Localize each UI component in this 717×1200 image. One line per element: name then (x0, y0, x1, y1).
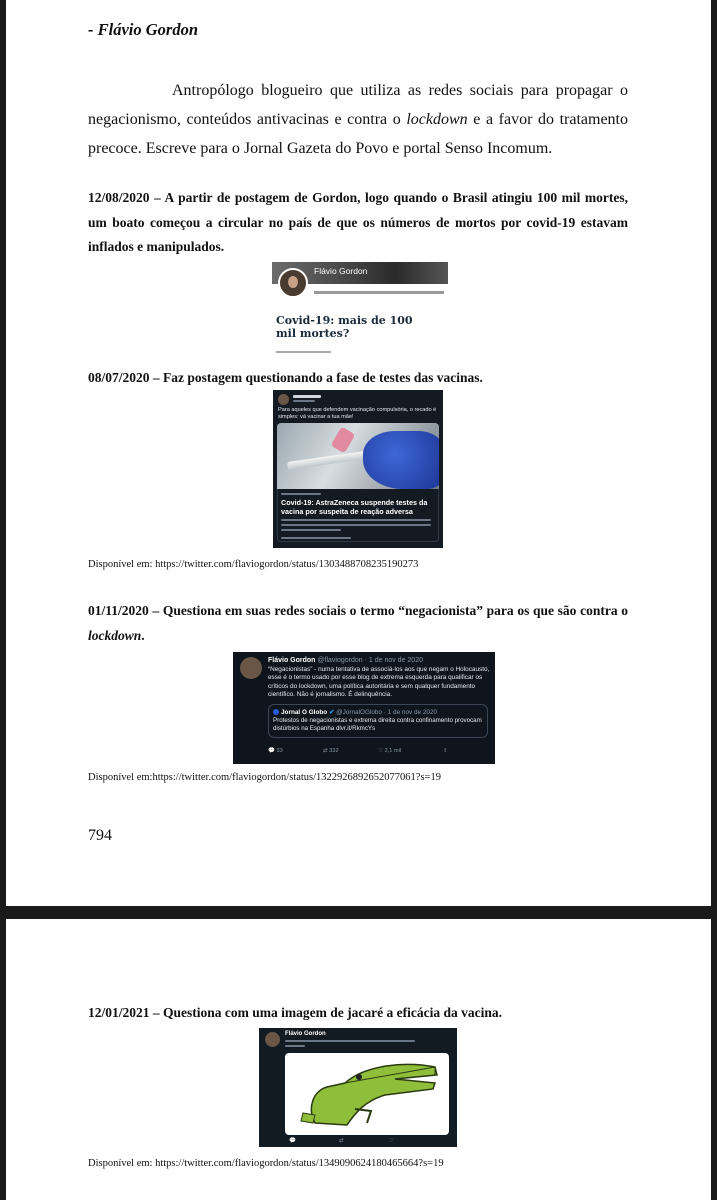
byline-line (276, 351, 331, 353)
entry-paragraph: 01/11/2020 – Questiona em suas redes sociais o termo “negacionista” para os que são contra o lockdown. (88, 603, 628, 643)
card-title: Covid-19: AstraZeneca suspende testes da vacina por suspeita de reação adversa (281, 498, 428, 516)
avatar (278, 394, 289, 405)
tweet-screenshot: Flávio Gordon 💬 ⇄ ♡ (259, 1028, 457, 1147)
reply-count: 💬 33 (268, 748, 283, 754)
share-icon: ⇪ (443, 748, 448, 754)
blog-screenshot (272, 262, 448, 362)
reply-icon: 💬 (289, 1138, 296, 1144)
tweet-screenshot (273, 390, 443, 548)
alligator-icon (285, 1053, 449, 1135)
banner-subtitle-line (314, 291, 444, 294)
link-card (277, 489, 439, 542)
entry-paragraph: 12/01/2021 – Questiona com uma imagem de jacaré a eficácia da vacina. (88, 1005, 502, 1020)
vaccine-photo (277, 423, 439, 489)
like-icon: ♡ (389, 1138, 395, 1144)
tweet-text: Para aqueles que defendem vacinação compulsória, o recado é simples: vá vacinar a tua mãe! (278, 407, 437, 420)
author-bio: Antropólogo blogueiro que utiliza as redes sociais para propagar o negacionismo, conteúdos antivacinas e contra o lockdown e a favor do tratamento precoce. Escreve para o Jornal Gazeta do Povo e portal Senso Incomum. (88, 82, 629, 157)
entry-paragraph: 08/07/2020 – Faz postagem questionando a fase de testes das vacinas. (88, 370, 483, 385)
alligator-image (285, 1053, 449, 1135)
quoted-tweet: Jornal O Globo ✔ @JornalOGlobo · 1 de nov de 2020 Protestos de negacionistas e extrema direita contra confinamento provocam distúrbios na Espanha dlvr.it/RkmcYs (268, 704, 488, 738)
blog-headline: Covid-19: mais de 100 mil mortes? (276, 314, 413, 340)
tweet-screenshot: Flávio Gordon @flaviogordon · 1 de nov de 2020 “Negacionistas” - numa tentativa de associá-los aos que negam o Holocausto, esse é o termo usado por esse blog de extrema esquerda para qualificar os críticos do lockdown, uma política autoritária e sem qualquer fundamento científico. Não é jornalismo. É delinquência. Jornal O Globo ✔ @JornalOGlobo · 1 de nov de 2020 Protestos de negacionistas e extrema direita contra confinamento provocam distúrbios na Espanha dlvr.it/RkmcYs 💬 33 ⇄ 332 ♡ 2,1 mil ⇪ (233, 652, 495, 764)
source-link[interactable]: Disponível em:https://twitter.com/flaviogordon/status/1322926892652077061?s=19 (88, 772, 441, 783)
source-link[interactable]: Disponível em: https://twitter.com/flaviogordon/status/1303488708235190273 (88, 559, 419, 570)
retweet-count: ⇄ 332 (323, 748, 339, 754)
page-number: 794 (88, 827, 112, 844)
avatar (240, 657, 262, 679)
avatar (278, 268, 308, 298)
document-page-1 (6, 0, 711, 906)
avatar (265, 1032, 280, 1047)
blog-banner: Flávio Gordon (272, 262, 448, 284)
source-link[interactable]: Disponível em: https://twitter.com/flaviogordon/status/1349090624180465664?s=19 (88, 1158, 444, 1169)
tweet-text: “Negacionistas” - numa tentativa de associá-los aos que negam o Holocausto, esse é o termo usado por esse blog de extrema esquerda para qualificar os críticos do lockdown, uma política autoritária e sem qualquer fundamento científico. Não é jornalismo. É delinquência. (268, 666, 490, 699)
retweet-icon: ⇄ (339, 1138, 344, 1144)
like-count: ♡ 2,1 mil (378, 748, 402, 754)
author-heading: - Flávio Gordon (88, 20, 199, 39)
entry-paragraph: 12/08/2020 – A partir de postagem de Gordon, logo quando o Brasil atingiu 100 mil mortes, um boato começou a circular no país de que os números de mortos por covid-19 estavam inflados e manipulados. (88, 190, 628, 254)
